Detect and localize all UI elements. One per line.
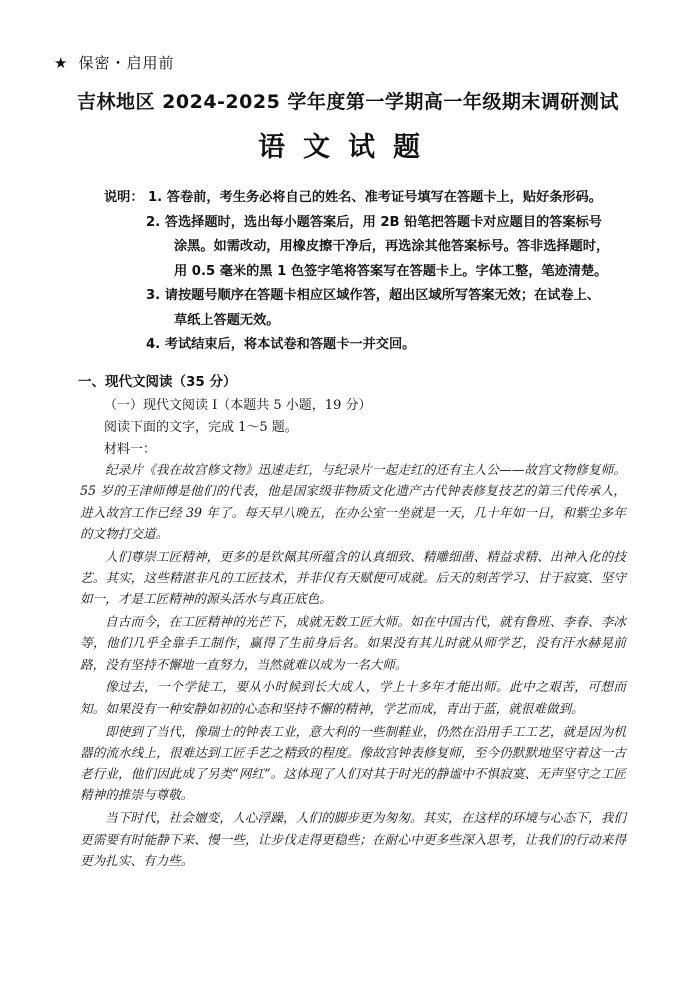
paragraph: 自古而今，在工匠精神的光芒下，成就无数工匠大师。如在中国古代，就有鲁班、李春、李冰等，他们几乎全靠手工制作，赢得了生前身后名。如果没有其儿时就从师学艺，没有汗水赫晃前路，没有坚持不懈地一直努力，当然就难以成为一名大师。: [80, 614, 626, 672]
material-text: [80, 459, 626, 873]
exam-title: 吉林地区 2024-2025 学年度第一学期高一年级期末调研测试: [77, 91, 619, 113]
instruction-line: 2. 答选择题时，选出每小题答案后，用 2B 铅笔把答题卡对应题目的答案标号: [146, 214, 602, 230]
instruction-item: [104, 186, 644, 211]
star-icon: ★: [54, 54, 69, 72]
instruction-line: 用 0.5 毫米的黑 1 色签字笔将答案写在答题卡上。字体工整，笔迹清楚。: [174, 263, 608, 279]
instructions-block: [104, 186, 644, 358]
instruction-line: 4. 考试结束后，将本试卷和答题卡一并交回。: [146, 337, 416, 352]
paragraph: 纪录片《我在故宫修文物》迅速走红，与纪录片一起走红的还有主人公——故宫文物修复师。55 岁的王津师傅是他们的代表，他是国家级非物质文化遗产古代钟表修复技艺的第三代传承人，进入故宫工作已经 39 年了。每天早八晚五，在办公室一坐就是一天，几十年如一日，和紫尘多年的文物打交道。: [80, 462, 626, 541]
subsection-heading: （一）现代文阅读 I（本题共 5 小题，19 分）: [104, 398, 372, 413]
paragraph: 像过去，一个学徒工，要从小时候到长大成人，学上十多年才能出师。此中之艰苦，可想而知。如果没有一种安静如初的心态和坚持不懈的精神，学艺而成，青出于蓝，就很难做到。: [80, 679, 626, 716]
instruction-line: 涂黑。如需改动，用橡皮擦干净后，再选涂其他答案标号。答非选择题时，: [174, 239, 610, 254]
subject-title: 语文试题: [258, 132, 438, 163]
paragraph: 人们尊崇工匠精神，更多的是钦佩其所蕴含的认真细致、精雕细凿、精益求精、出神入化的技艺。其实，这些精湛非凡的工匠技术，并非仅有天赋便可成就。后天的刻苦学习、甘于寂寞、坚守如一，才是工匠精神的源头活水与真正底色。: [80, 548, 626, 607]
instruction-line: 3. 请按题号顺序在答题卡相应区域作答，超出区域所写答案无效；在试卷上、: [146, 288, 600, 303]
confidential-label: 保密・启用前: [78, 54, 175, 72]
confidential-mark: [54, 52, 174, 73]
paragraph: 即使到了当代，像瑞士的钟表工业，意大利的一些制鞋业，仍然在沿用手工工艺，就是因为机器的流水线上，很难达到工匠手艺之精致的程度。像故宫钟表修复师，至今仍默默地坚守着这一古老行业，他们因此成了另类“网红”。这体现了人们对其于时光的静谧中不惧寂寞、无声坚守之工匠精神的推崇与尊敬。: [80, 723, 626, 803]
instruction-line: 1. 答卷前，考生务必将自己的姓名、准考证号填写在答题卡上，贴好条形码。: [148, 190, 602, 205]
reading-instruction: 阅读下面的文字，完成 1～5 题。: [104, 420, 298, 435]
material-label: 材料一：: [104, 442, 157, 457]
instruction-line: 草纸上答题无效。: [174, 312, 280, 328]
instructions-lead: 说明：: [104, 190, 144, 205]
paragraph: 当下时代，社会嬗变，人心浮躁，人们的脚步更为匆匆。其实，在这样的环境与心态下，我们更需要有时能静下来、慢一些，让步伐走得更稳些；在耐心中更多些深入思考，让我们的行动来得更为扎实、有力些。: [80, 810, 626, 868]
section-heading: 一、现代文阅读（35 分）: [78, 374, 237, 390]
